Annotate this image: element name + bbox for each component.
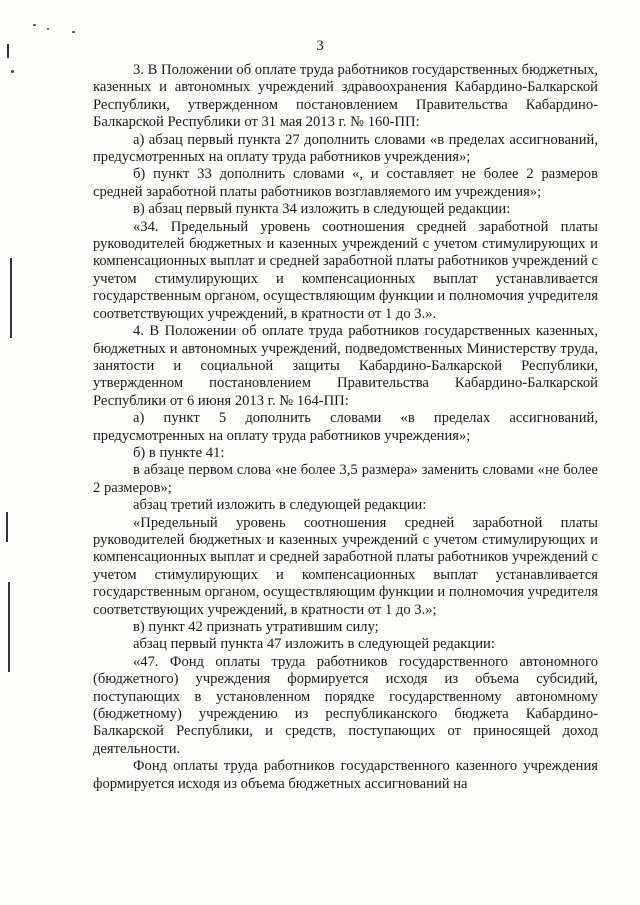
paragraph-quote: «34. Предельный уровень соотношения средней заработной платы руководителей бюджетных и казенных учреждений с учетом стимулирующих и компенсационных выплат и средней заработной платы работников учреждений с учетом стимулирующих и компенсационных выплат устанавливается государственным органом, осуществляющим функции и полномочия учредителя соответствующих учреждений, в кратности от 1 до 3.». [93,218,598,322]
scan-mark [6,512,8,542]
scan-dot [33,24,36,26]
paragraph-quote: «Предельный уровень соотношения средней заработной платы руководителей бюджетных и казенных учреждений с учетом стимулирующих и компенсационных выплат и средней заработной платы работников учреждений с учетом стимулирующих и компенсационных выплат устанавливается государственным органом, осуществляющим функции и полномочия учредителя соответствующих учреждений, в кратности от 1 до 3.»; [93,514,598,618]
scan-dot [47,28,49,30]
scan-mark [8,582,10,672]
paragraph: б) пункт 33 дополнить словами «, и составляет не более 2 размеров средней заработной платы работников возглавляемого им учреждения»; [93,166,598,200]
scan-dot [11,70,14,73]
paragraph: а) пункт 5 дополнить словами «в пределах ассигнований, предусмотренных на оплату труда работников учреждения»; [93,410,598,444]
paragraph-quote: «47. Фонд оплаты труда работников государственного автономного (бюджетного) учреждения формируется исходя из объема субсидий, поступающих в установленном порядке государственному автономному (бюджетному) учреждению из республиканского бюджета Кабардино-Балкарской Республики, и средств, поступающих от приносящей доход деятельности. [93,653,598,757]
paragraph: в) абзац первый пункта 34 изложить в следующей редакции: [133,201,511,218]
paragraph: Фонд оплаты труда работников государственного казенного учреждения формируется исходя из объема бюджетных ассигнований на [93,758,598,792]
paragraph: абзац первый пункта 47 изложить в следующей редакции: [133,636,495,653]
paragraph: в абзаце первом слова «не более 3,5 размера» заменить словами «не более 2 размеров»; [93,462,598,496]
document-body [93,62,598,793]
paragraph: абзац третий изложить в следующей редакции: [133,497,427,514]
paragraph-item4: 4. В Положении об оплате труда работников государственных казенных, бюджетных и автономных учреждений, подведомственных Министерству труда, занятости и социальной защиты Кабардино-Балкарской Республики, утвержденном постановлением Правительства Кабардино-Балкарской Республики от 6 июня 2013 г. № 164-ПП: [93,323,598,409]
page-number: 3 [316,38,324,54]
paragraph: б) в пункте 41: [133,444,225,461]
scan-dot [72,31,75,33]
paragraph: а) абзац первый пункта 27 дополнить словами «в пределах ассигнований, предусмотренных на оплату труда работников учреждения»; [93,131,598,166]
scan-mark [10,258,12,338]
paragraph: в) пункт 42 признать утратившим силу; [133,619,379,635]
paragraph-item3: 3. В Положении об оплате труда работников государственных бюджетных, казенных и автономных учреждений здравоохранения Кабардино-Балкарской Республики, утвержденном постановлением Правительства Кабардино-Балкарской Республики от 31 мая 2013 г. № 160-ПП: [93,62,598,131]
